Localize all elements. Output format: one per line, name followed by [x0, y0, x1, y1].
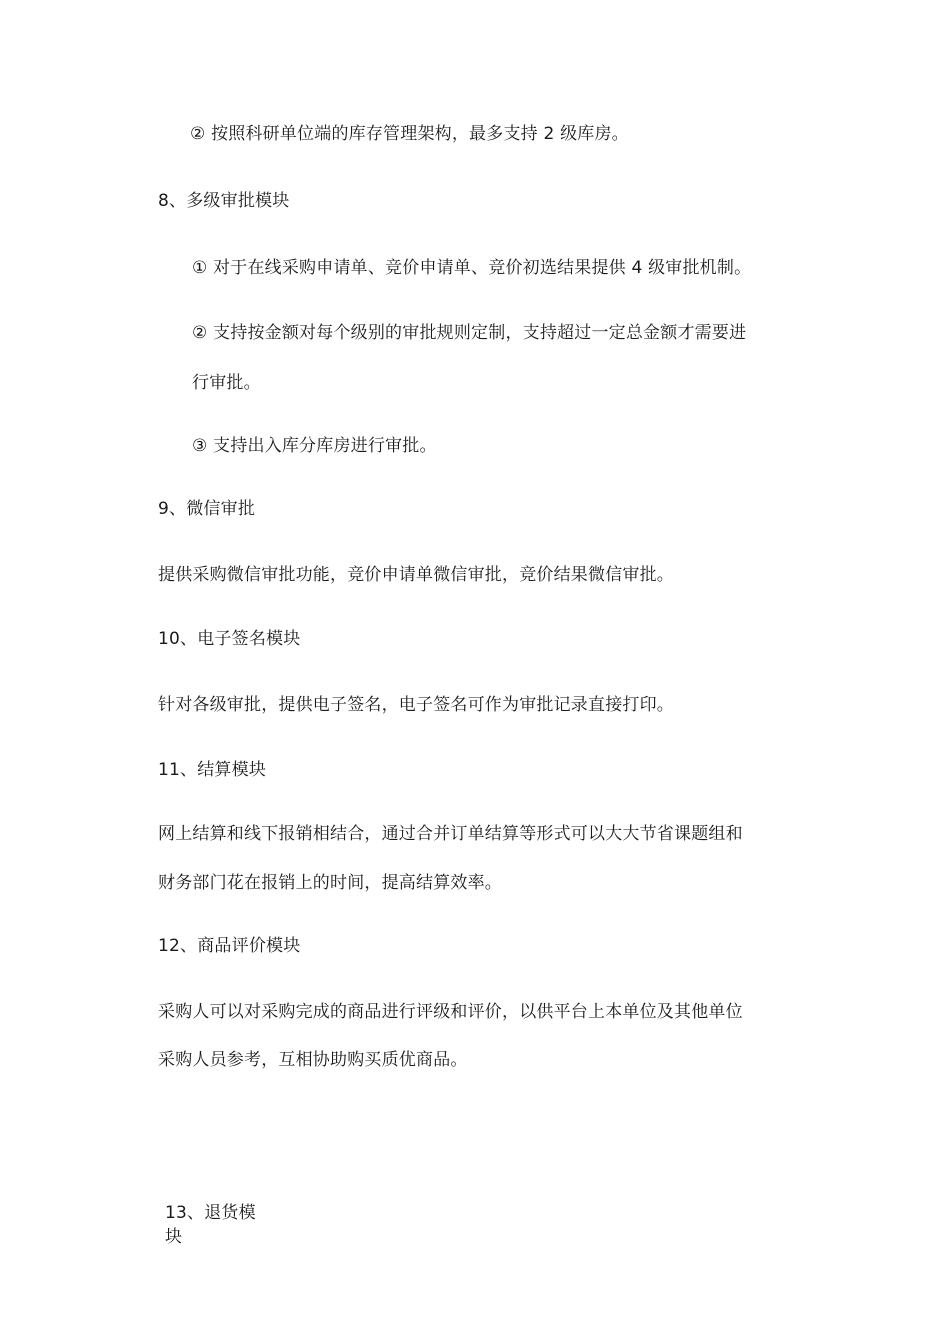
section-13-heading-line-1: 13、退货模 — [165, 1203, 256, 1223]
section-10-body: 针对各级审批，提供电子签名，电子签名可作为审批记录直接打印。 — [158, 695, 674, 715]
section-11-heading: 11、结算模块 — [158, 760, 267, 780]
section-11-body-line-1: 网上结算和线下报销相结合，通过合并订单结算等形式可以大大节省课题组和 — [158, 824, 743, 844]
section-10-heading: 10、电子签名模块 — [158, 629, 301, 649]
section-8-heading: 8、多级审批模块 — [158, 191, 290, 211]
warehouse-item-2: ② 按照科研单位端的库存管理架构，最多支持 2 级库房。 — [190, 124, 629, 144]
section-12-body-line-1: 采购人可以对采购完成的商品进行评级和评价，以供平台上本单位及其他单位 — [158, 1002, 743, 1022]
section-9-body: 提供采购微信审批功能，竞价申请单微信审批，竞价结果微信审批。 — [158, 565, 674, 585]
section-8-item-2-line-1: ② 支持按金额对每个级别的审批规则定制，支持超过一定总金额才需要进 — [192, 323, 747, 343]
section-13-heading-line-2: 块 — [165, 1227, 183, 1247]
section-12-heading: 12、商品评价模块 — [158, 936, 301, 956]
section-8-item-3: ③ 支持出入库分库房进行审批。 — [192, 436, 437, 456]
section-8-item-1: ① 对于在线采购申请单、竞价申请单、竞价初选结果提供 4 级审批机制。 — [192, 258, 752, 278]
section-8-item-2-line-2: 行审批。 — [192, 373, 261, 393]
section-9-heading: 9、微信审批 — [158, 499, 256, 519]
section-11-body-line-2: 财务部门花在报销上的时间，提高结算效率。 — [158, 873, 502, 893]
section-12-body-line-2: 采购人员参考，互相协助购买质优商品。 — [158, 1050, 468, 1070]
